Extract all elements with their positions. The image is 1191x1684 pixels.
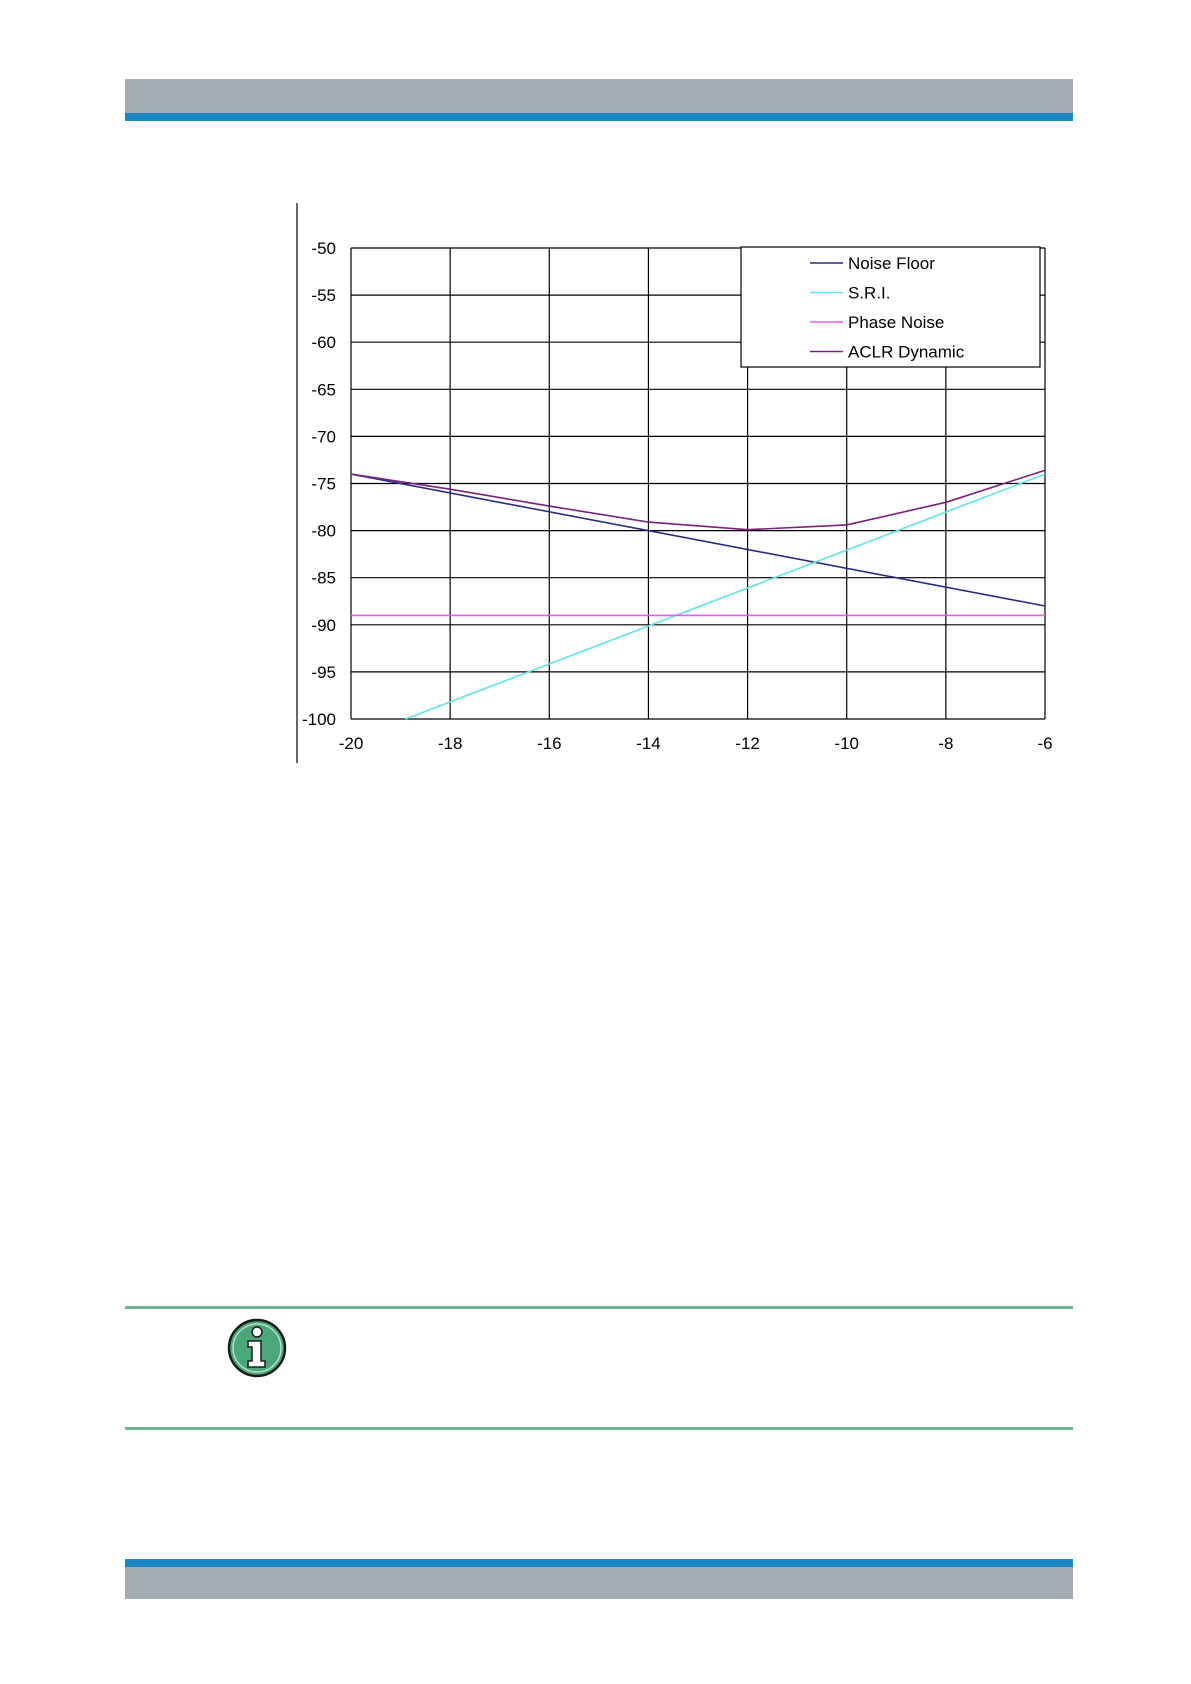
info-icon	[226, 1317, 288, 1379]
series-line-s-r-i	[406, 474, 1046, 719]
chart-series	[351, 470, 1045, 719]
y-tick-label: -90	[311, 615, 336, 635]
footer-accent-line	[125, 1559, 1073, 1567]
note-bottom-rule	[125, 1427, 1073, 1430]
y-tick-label: -85	[311, 568, 336, 588]
series-line-aclr-dynamic	[351, 470, 1045, 529]
line-chart	[0, 0, 1191, 800]
x-tick-label: -12	[735, 734, 760, 753]
legend-label: Noise Floor	[848, 254, 935, 273]
footer-band	[125, 1567, 1073, 1599]
y-tick-label: -75	[311, 474, 336, 494]
x-tick-label: -20	[338, 734, 364, 753]
legend-label: Phase Noise	[848, 313, 945, 332]
y-tick-label: -55	[311, 286, 336, 306]
x-tick-label: -8	[938, 734, 954, 753]
y-tick-label: -95	[311, 662, 336, 682]
y-tick-label: -80	[311, 521, 336, 541]
y-tick-label: -65	[311, 380, 336, 400]
series-line-noise-floor	[351, 474, 1045, 606]
x-tick-label: -10	[834, 734, 860, 753]
y-tick-label: -70	[311, 427, 336, 447]
y-tick-label: -100	[301, 710, 336, 729]
y-tick-label: -60	[311, 333, 336, 353]
x-tick-label: -6	[1037, 734, 1053, 753]
y-tick-label: -50	[311, 239, 336, 258]
x-tick-label: -18	[437, 734, 463, 753]
note-top-rule	[125, 1306, 1073, 1309]
legend-label: ACLR Dynamic	[848, 342, 965, 362]
x-tick-label: -14	[636, 734, 661, 753]
legend-label: S.R.I.	[848, 283, 891, 303]
chart-legend	[741, 247, 1040, 367]
x-tick-label: -16	[536, 734, 562, 753]
